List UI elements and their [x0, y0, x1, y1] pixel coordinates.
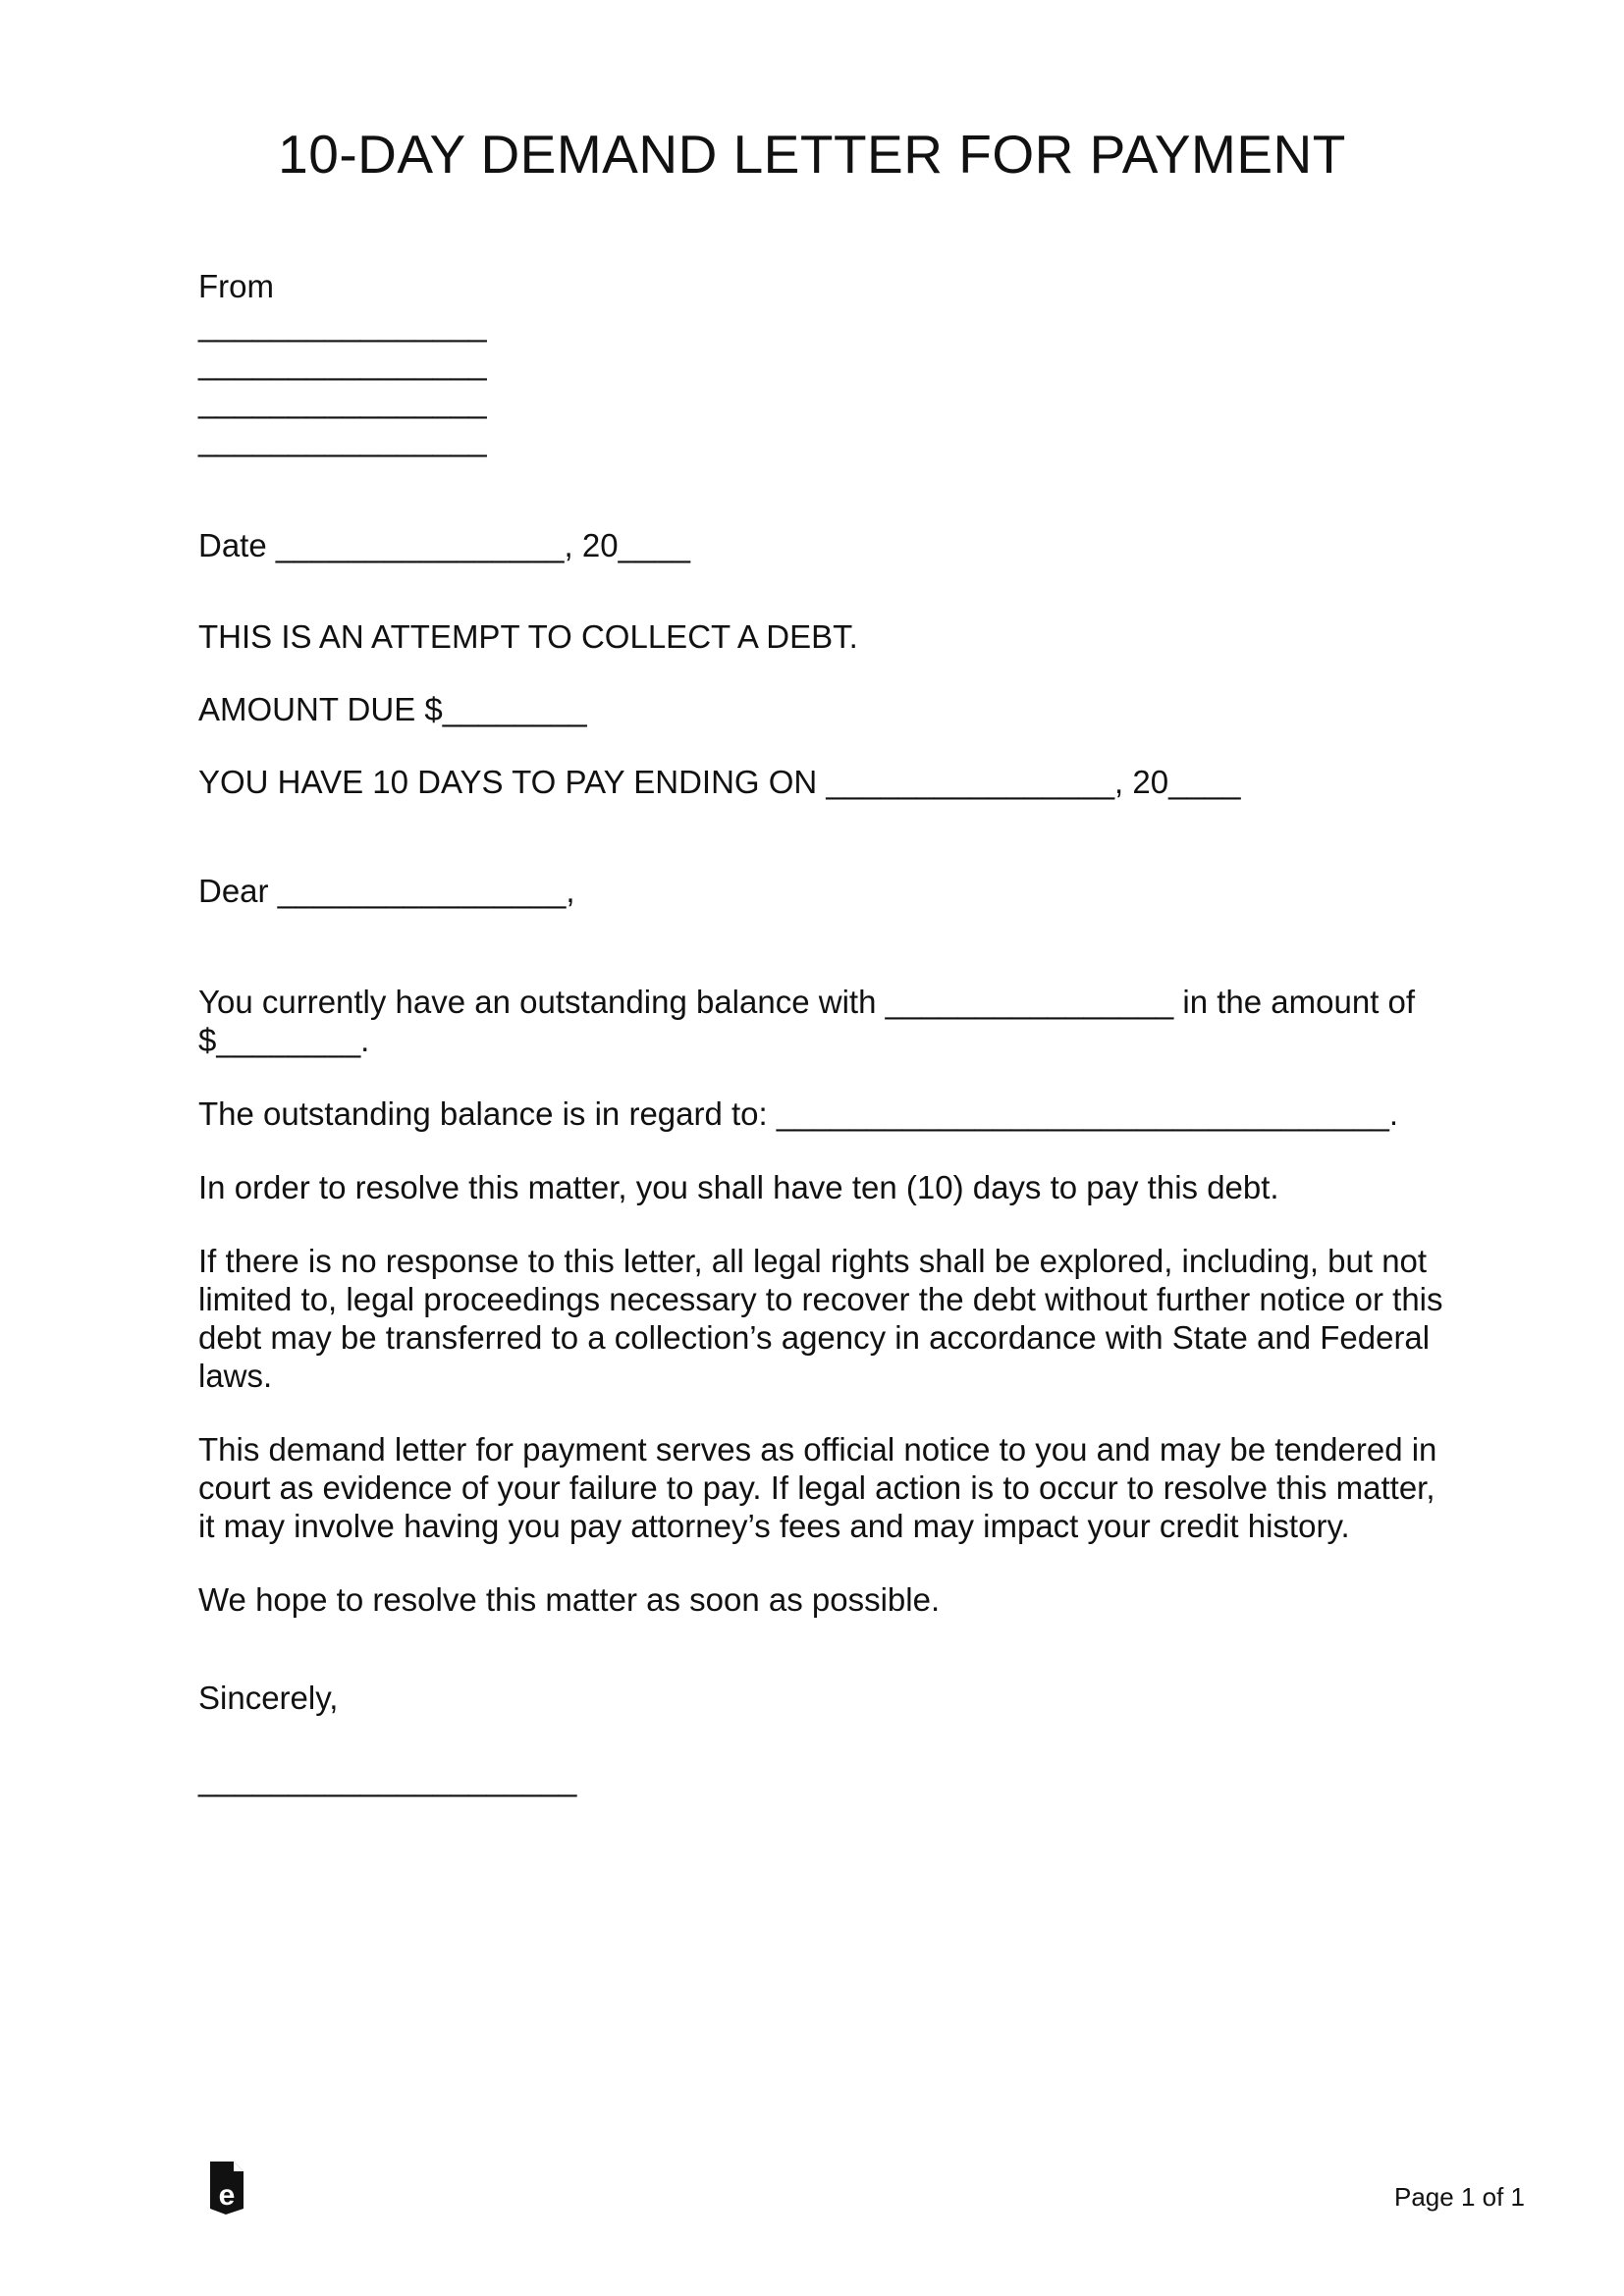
from-line[interactable]: ________________: [198, 306, 487, 343]
paragraph-regard: The outstanding balance is in regard to: __________________________________.: [198, 1095, 1399, 1132]
letter-body: [198, 261, 1455, 1798]
from-line[interactable]: ________________: [198, 383, 487, 419]
paragraph-balance: You currently have an outstanding balance with ________________ in the amount of $________.: [198, 984, 1416, 1058]
from-label: From: [198, 268, 274, 304]
paragraph-notice: This demand letter for payment serves as official notice to you and may be tendered in court as evidence of your failure to pay. If legal action is to occur to resolve this matter, it may involve having you pay attorney’s fees and may impact your credit history.: [198, 1431, 1437, 1544]
closing: Sincerely,: [198, 1680, 339, 1716]
svg-text:e: e: [218, 2179, 236, 2212]
date-line[interactable]: Date ________________, 20____: [198, 527, 690, 563]
paragraph-response: If there is no response to this letter, all legal rights shall be explored, including, but not limited to, legal proceedings necessary to recover the debt without further notice or this debt may be transferred to a collection’s agency in accordance with State and Federal laws.: [198, 1243, 1443, 1394]
document-title: 10-DAY DEMAND LETTER FOR PAYMENT: [278, 124, 1346, 185]
from-line[interactable]: ________________: [198, 345, 487, 381]
salutation[interactable]: Dear ________________,: [198, 873, 575, 909]
from-line[interactable]: ________________: [198, 421, 487, 457]
debt-notice: THIS IS AN ATTEMPT TO COLLECT A DEBT.: [198, 618, 858, 655]
eforms-logo-icon: [204, 2160, 247, 2216]
signature-line[interactable]: _____________________: [198, 1761, 577, 1797]
pay-deadline-line[interactable]: YOU HAVE 10 DAYS TO PAY ENDING ON ________________, 20____: [198, 764, 1241, 800]
from-address-lines: [198, 305, 1455, 458]
page-number: Page 1 of 1: [1394, 2182, 1525, 2212]
paragraph-resolve: In order to resolve this matter, you shall have ten (10) days to pay this debt.: [198, 1169, 1279, 1205]
paragraph-hope: We hope to resolve this matter as soon as possible.: [198, 1581, 941, 1618]
amount-due-line[interactable]: AMOUNT DUE $________: [198, 691, 587, 727]
